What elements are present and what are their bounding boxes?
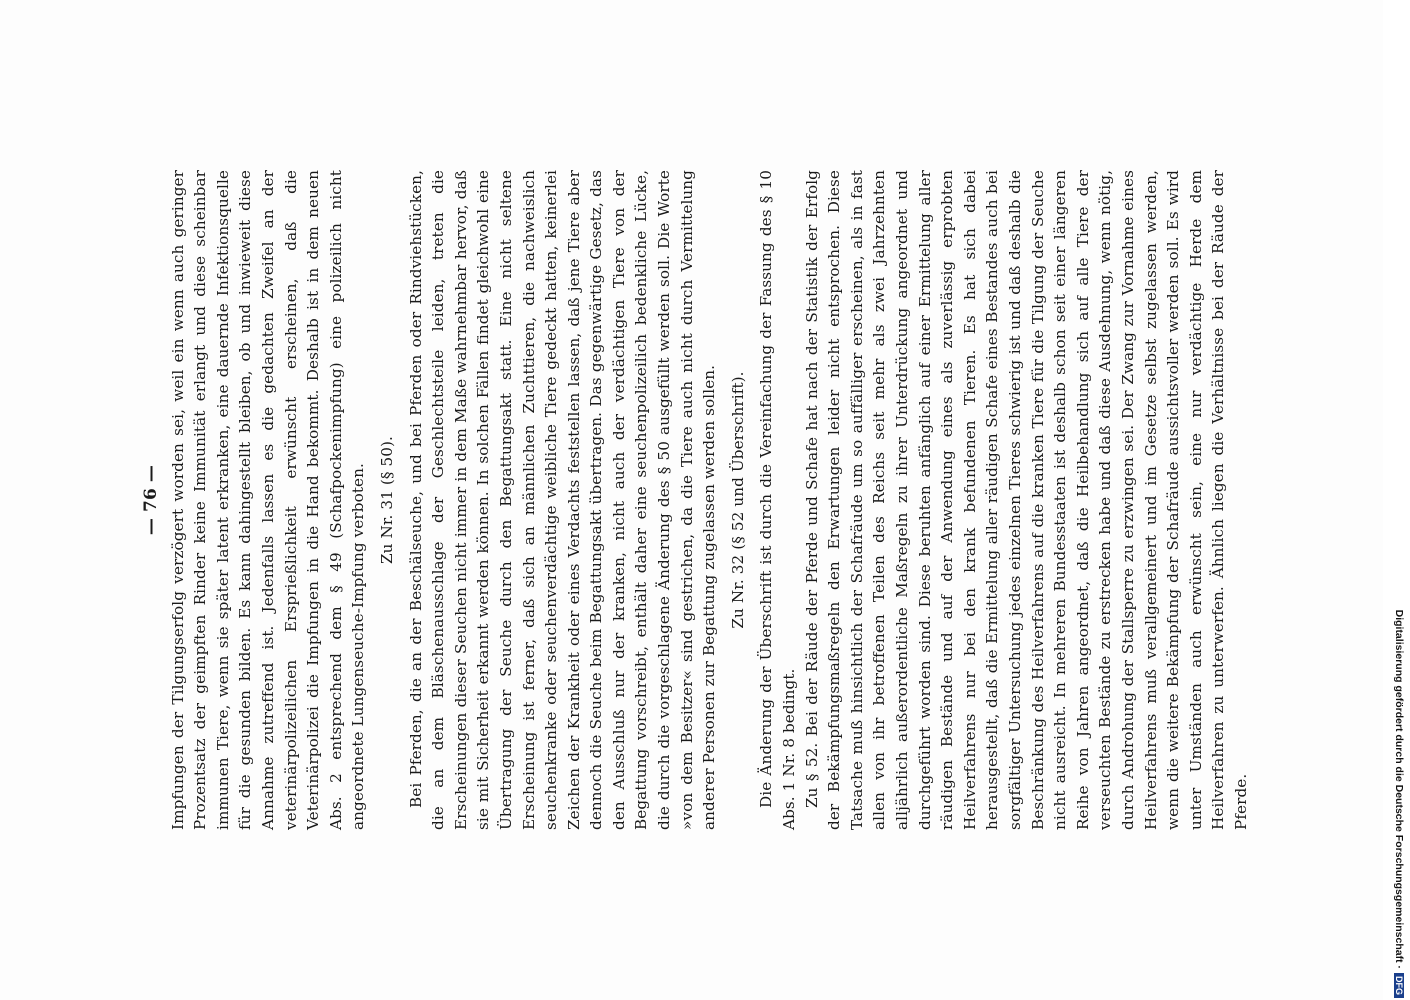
- rotated-text-block: [140, 170, 1250, 830]
- paragraph-intro: Impfungen der Tilgungserfolg verzögert worden sei, weil ein wenn auch geringer Prozentsatz der geimpften Rinder keine Immunität erlangt und diese scheinbar immunen Tiere, wenn sie später latent erkranken, eine dauernde Infektionsquelle für die gesunden bilden. Es kann dahingestellt bleiben, ob und inwieweit diese Annahme zutreffend ist. Jedenfalls lassen es die gedachten Zweifel an der veterinärpolizeilichen Ersprießlichkeit erwünscht erscheinen, daß die Veterinärpolizei die Impfungen in die Hand bekommt. Deshalb ist in dem neuen Abs. 2 entsprechend dem § 49 (Schafpockenimpfung) eine polizeilich nicht angeordnete Lungenseuche-Impfung verboten.: [168, 170, 368, 830]
- paragraph-nr-32-b: Zu § 52. Bei der Räude der Pferde und Schafe hat nach der Statistik der Erfolg der Bekämpfungsmaßregeln den Erwartungen leider nicht entsprochen. Diese Tatsache muß hinsichtlich der Schafräude um so auffälliger erscheinen, als in fast allen von ihr betroffenen Teilen des Reichs seit mehr als zwei Jahrzehnten alljährlich außerordentliche Maßregeln zu ihrer Unterdrückung angeordnet und durchgeführt worden sind. Diese beruhten anfänglich auf einer Ermittelung aller räudigen Bestände und auf der Anwendung eines als zuverlässig erprobten Heilverfahrens nur bei den krank befundenen Tieren. Es hat sich dabei herausgestellt, daß die Ermittelung aller räudigen Schafe eines Bestandes auch bei sorgfältiger Untersuchung jedes einzelnen Tieres schwierig ist und daß deshalb die Beschränkung des Heilverfahrens auf die kranken Tiere für die Tilgung der Seuche nicht ausreicht. In mehreren Bundesstaaten ist deshalb schon seit einer längeren Reihe von Jahren angeordnet, daß die Heilbehandlung sich auf alle Tiere der verseuchten Bestände zu erstrecken habe und daß diese Ausdehnung, wenn nötig, durch Androhung der Stallsperre zu erzwingen sei. Der Zwang zur Vornahme eines Heilverfahrens muß verallgemeinert und im Gesetze selbst zugelassen werden, wenn die weitere Bekämpfung der Schafräude aussichtsvoller werden soll. Es wird unter Umständen auch erwünscht sein, eine nur verdächtige Herde dem Heilverfahren zu unterwerfen. Ähnlich liegen die Verhältnisse bei der Räude der Pferde.: [802, 170, 1250, 830]
- heading-nr-32: Zu Nr. 32 (§ 52 und Überschrift).: [728, 371, 747, 629]
- digitization-footer: [1330, 8, 1410, 995]
- dfg-logo: DFG: [1394, 973, 1404, 998]
- paragraph-nr-31: Bei Pferden, die an der Beschälseuche, und bei Pferden oder Rindviehstücken, die an dem Bläschenausschlage der Geschlechtsteile leiden, treten die Erscheinungen dieser Seuchen nicht immer in dem Maße wahrnehmbar hervor, daß sie mit Sicherheit erkannt werden können. In solchen Fällen findet gleichwohl eine Übertragung der Seuche durch den Begattungsakt statt. Eine nicht seltene Erscheinung ist ferner, daß sich an männlichen Zuchttieren, die nachweislich seuchenkranke oder seuchenverdächtige weibliche Tiere gedeckt hatten, keinerlei Zeichen der Krankheit oder eines Verdachts feststellen lassen, daß jene Tiere aber dennoch die Seuche beim Begattungsakt übertragen. Das gegenwärtige Gesetz, das den Ausschluß nur der kranken, nicht auch der verdächtigen Tiere von der Begattung vorschreibt, enthält daher eine seuchenpolizeilich bedenkliche Lücke, die durch die vorgeschlagene Änderung des § 50 ausgefüllt werden soll. Die Worte »von dem Besitzer« sind gestrichen, da die Tiere auch nicht durch Vermittelung anderer Personen zur Begattung zugelassen werden sollen.: [406, 170, 719, 830]
- page-number: — 76 —: [141, 464, 161, 536]
- page-text: [140, 170, 1250, 830]
- footer-credit: Digitalisierung gefördert durch die Deutsche Forschungsgemeinschaft ·: [1393, 609, 1405, 969]
- heading-nr-31: Zu Nr. 31 (§ 50).: [377, 436, 396, 564]
- paragraph-nr-32-a: Die Änderung der Überschrift ist durch die Vereinfachung der Fassung des § 10 Abs. 1 Nr. 8 bedingt.: [757, 170, 799, 830]
